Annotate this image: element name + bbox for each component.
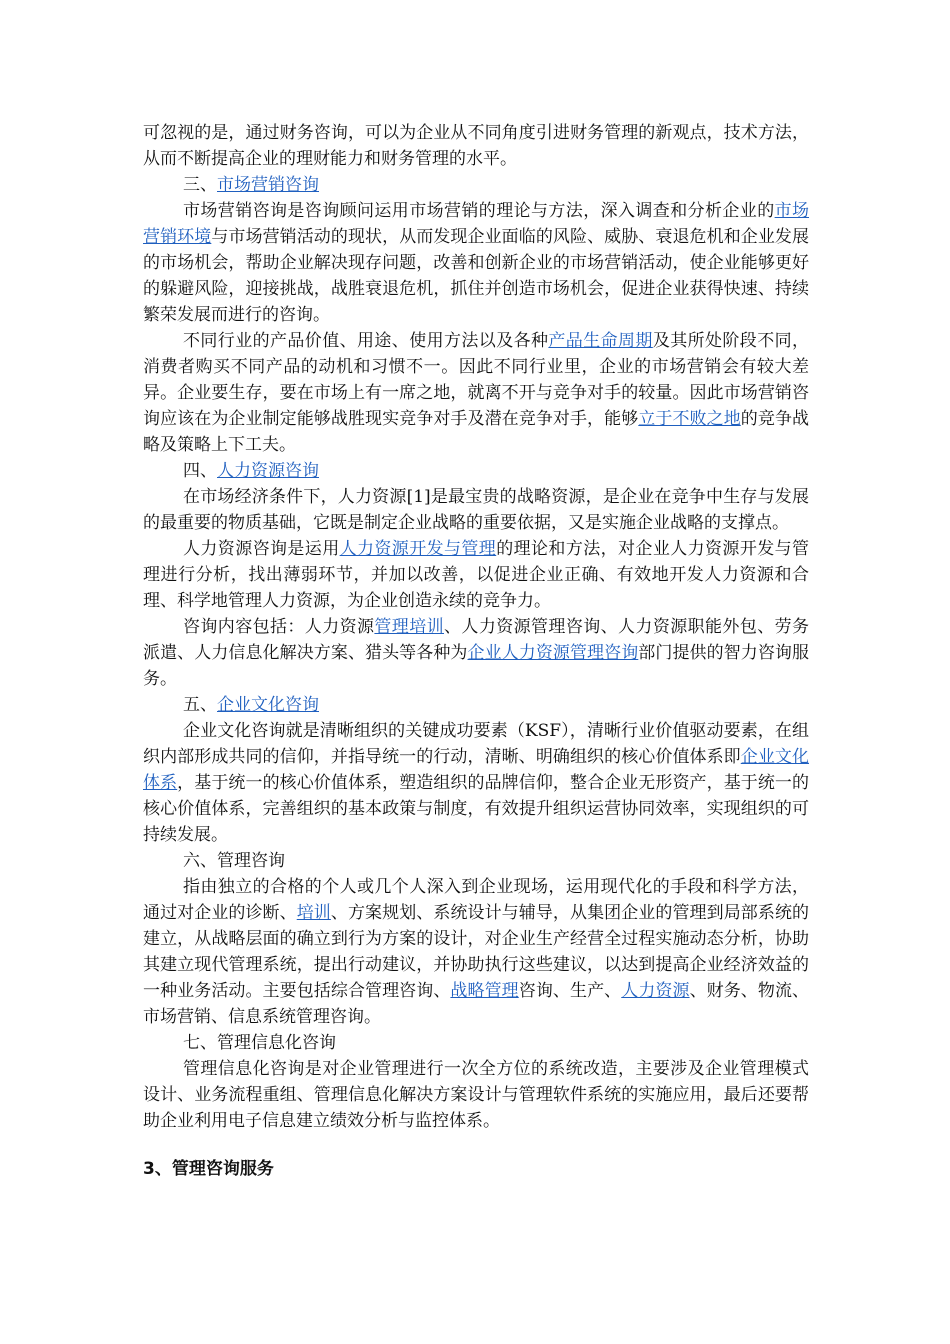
link-training[interactable]: 培训 (296, 903, 331, 923)
link-strategic-management[interactable]: 战略管理 (450, 981, 519, 1001)
link-marketing-consulting[interactable]: 市场营销咨询 (217, 175, 319, 195)
heading-hr-consulting: 四、人力资源咨询 (183, 461, 319, 481)
paragraph-marketing-industry: 不同行业的产品价值、用途、使用方法以及各种产品生命周期及其所处阶段不同，消费者购买不同产品的动机和习惯不一。因此不同行业里，企业的市场营销会有较大差异。企业要生存，要在市场上有一席之地，就离不开与竞争对手的较量。因此市场营销咨询应该在为企业制定能够战胜现实竞争对手及潜在竞争对手，能够立于不败之地的竞争战略及策略上下工夫。 (143, 331, 810, 455)
paragraph-hr-definition: 人力资源咨询是运用人力资源开发与管理的理论和方法，对企业人力资源开发与管理进行分析，找出薄弱环节，并加以改善，以促进企业正确、有效地开发人力资源和合理、科学地管理人力资源，为企业创造永续的竞争力。 (143, 539, 810, 611)
heading-culture-consulting: 五、企业文化咨询 (183, 695, 319, 715)
link-enterprise-hr-consulting[interactable]: 企业人力资源管理咨询 (467, 643, 639, 663)
paragraph-management-definition: 指由独立的合格的个人或几个人深入到企业现场，运用现代化的手段和科学方法，通过对企业的诊断、培训、方案规划、系统设计与辅导，从集团企业的管理到局部系统的建立，从战略层面的确立到行为方案的设计，对企业生产经营全过程实施动态分析，协助其建立现代管理系统，提出行动建议，并协助执行这些建议，以达到提高企业经济效益的一种业务活动。主要包括综合管理咨询、战略管理咨询、生产、人力资源、财务、物流、市场营销、信息系统管理咨询。 (143, 877, 810, 1027)
link-hr-consulting[interactable]: 人力资源咨询 (217, 461, 319, 481)
paragraph-culture-definition: 企业文化咨询就是清晰组织的关键成功要素（KSF），清晰行业价值驱动要素，在组织内部形成共同的信仰，并指导统一的行动，清晰、明确组织的核心价值体系即企业文化体系，基于统一的核心价值体系，塑造组织的品牌信仰，整合企业无形资产，基于统一的核心价值体系，完善组织的基本政策与制度，有效提升组织运营协同效率，实现组织的可持续发展。 (143, 721, 810, 845)
link-invincible-position[interactable]: 立于不败之地 (638, 409, 741, 429)
link-culture-consulting[interactable]: 企业文化咨询 (217, 695, 319, 715)
heading-management-consulting: 六、管理咨询 (183, 851, 285, 871)
heading-it-consulting: 七、管理信息化咨询 (183, 1033, 336, 1053)
section-title-consulting-services: 3、管理咨询服务 (143, 1159, 274, 1179)
link-culture-system[interactable]: 企业文化体系 (143, 747, 810, 793)
link-hr-development-management[interactable]: 人力资源开发与管理 (339, 539, 497, 559)
document-body (143, 120, 809, 1182)
link-human-resources[interactable]: 人力资源 (621, 981, 690, 1001)
paragraph-hr-importance: 在市场经济条件下，人力资源[1]是最宝贵的战略资源，是企业在竞争中生存与发展的最重要的物质基础，它既是制定企业战略的重要依据，又是实施企业战略的支撑点。 (143, 487, 809, 533)
paragraph-hr-content: 咨询内容包括：人力资源管理培训、人力资源管理咨询、人力资源职能外包、劳务派遣、人力信息化解决方案、猎头等各种为企业人力资源管理咨询部门提供的智力咨询服务。 (143, 617, 810, 689)
link-product-life-cycle[interactable]: 产品生命周期 (548, 331, 653, 351)
link-management-training[interactable]: 管理培训 (374, 617, 445, 637)
paragraph-it-definition: 管理信息化咨询是对企业管理进行一次全方位的系统改造，主要涉及企业管理模式设计、业务流程重组、管理信息化解决方案设计与管理软件系统的实施应用，最后还要帮助企业利用电子信息建立绩效分析与监控体系。 (143, 1059, 809, 1131)
paragraph-finance-continued: 可忽视的是，通过财务咨询，可以为企业从不同角度引进财务管理的新观点，技术方法，从而不断提高企业的理财能力和财务管理的水平。 (143, 123, 809, 169)
heading-marketing-consulting: 三、市场营销咨询 (183, 175, 319, 195)
link-marketing-environment[interactable]: 市场营销环境 (143, 201, 810, 247)
paragraph-marketing-definition: 市场营销咨询是咨询顾问运用市场营销的理论与方法，深入调查和分析企业的市场营销环境与市场营销活动的现状，从而发现企业面临的风险、威胁、衰退危机和企业发展的市场机会，帮助企业解决现存问题，改善和创新企业的市场营销活动，使企业能够更好的躲避风险，迎接挑战，战胜衰退危机，抓住并创造市场机会，促进企业获得快速、持续繁荣发展而进行的咨询。 (143, 201, 810, 325)
